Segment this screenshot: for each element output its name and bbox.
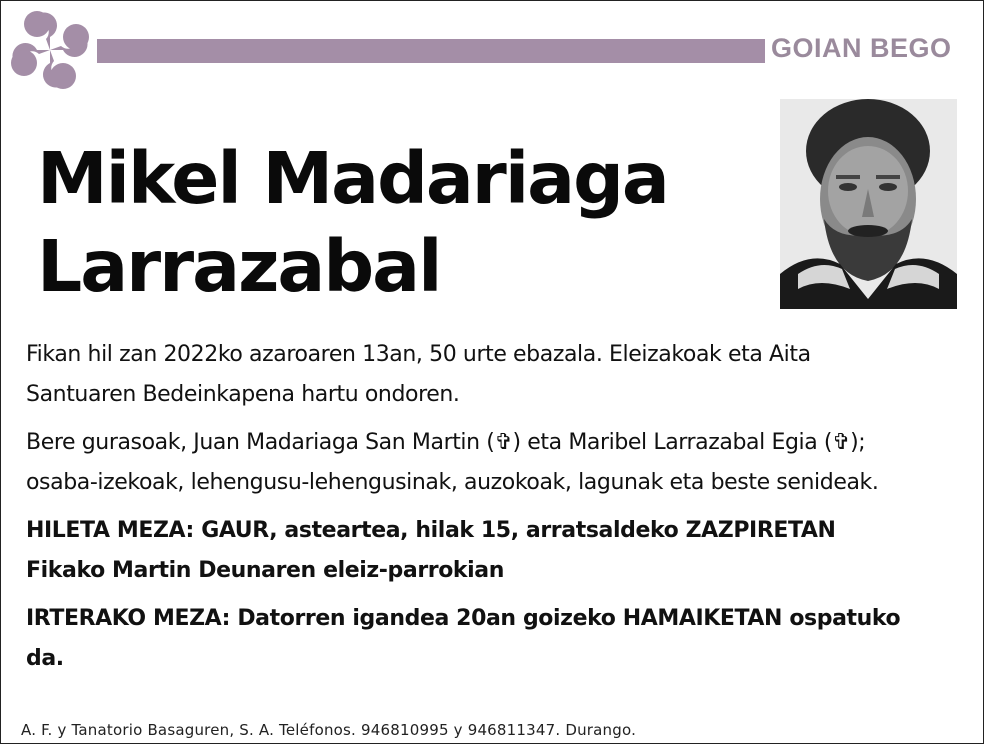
portrait-photo [780, 99, 957, 309]
family-paragraph [26, 423, 966, 503]
farewell-mass-paragraph [26, 599, 966, 679]
header-bar [97, 39, 765, 63]
death-paragraph [26, 335, 966, 415]
death-line-2: Santuaren Bedeinkapena hartu ondoren. [26, 382, 460, 407]
funeral-home-footer: A. F. y Tanatorio Basaguren, S. A. Teléfonos. 946810995 y 946811347. Durango. [21, 721, 637, 739]
death-line-1: Fikan hil zan 2022ko azaroaren 13an, 50 urte ebazala. Eleizakoak eta Aita [26, 342, 811, 367]
notice-body [26, 335, 966, 687]
lauburu-icon [9, 9, 91, 91]
funeral-mass-paragraph [26, 511, 966, 591]
family-line-2: osaba-izekoak, lehengusu-lehengusinak, auzokoak, lagunak eta beste senideak. [26, 470, 879, 495]
funeral-line-1: HILETA MEZA: GAUR, asteartea, hilak 15, arratsaldeko ZAZPIRETAN [26, 518, 836, 543]
deceased-name [37, 135, 737, 311]
family-line-1: Bere gurasoak, Juan Madariaga San Martin (✞) eta Maribel Larrazabal Egia (✞); [26, 430, 866, 455]
farewell-line-2: da. [26, 646, 64, 671]
name-line-1: Mikel Madariaga [37, 137, 668, 220]
brand-label: GOIAN BEGO [771, 33, 952, 63]
funeral-line-2: Fikako Martin Deunaren eleiz-parrokian [26, 558, 505, 583]
name-line-2: Larrazabal [37, 225, 441, 308]
farewell-line-1: IRTERAKO MEZA: Datorren igandea 20an goizeko HAMAIKETAN ospatuko [26, 606, 901, 631]
